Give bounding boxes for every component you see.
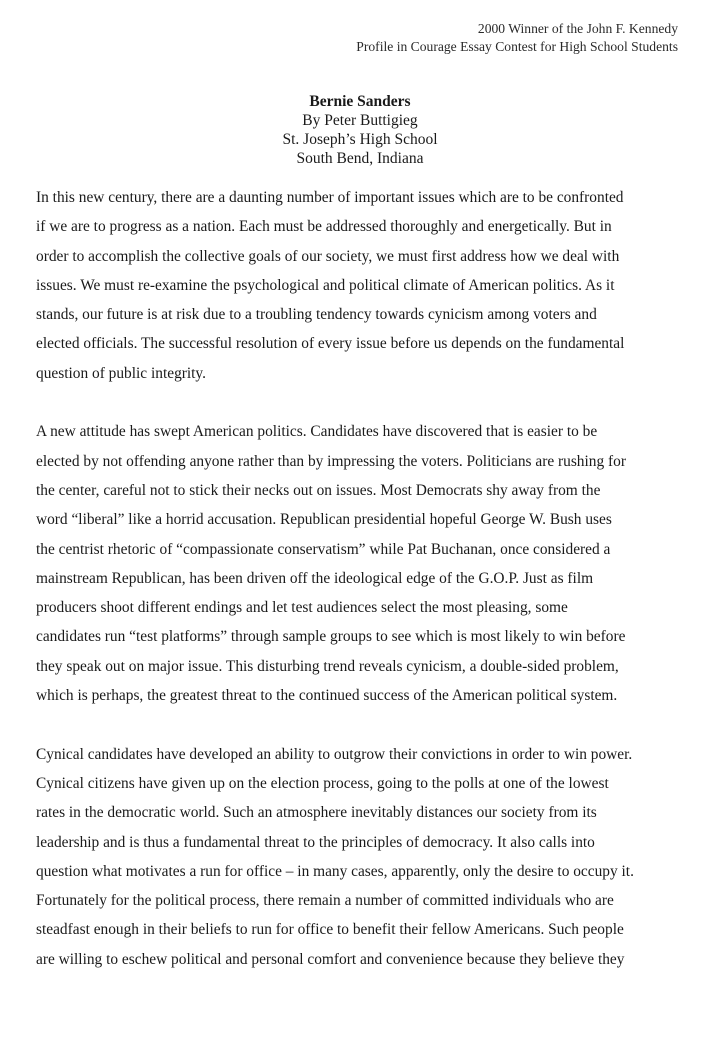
paragraph-line: which is perhaps, the greatest threat to the continued success of the American political system. (36, 687, 618, 705)
contest-header-note (356, 20, 678, 56)
paragraph-line: word “liberal” like a horrid accusation. Republican presidential hopeful George W. Bush uses (36, 511, 612, 529)
essay-paragraph (36, 183, 686, 388)
header-line-2: Profile in Courage Essay Contest for High School Students (356, 39, 678, 54)
paragraph-line: leadership and is thus a fundamental threat to the principles of democracy. It also calls into (36, 833, 595, 851)
paragraph-line: the center, careful not to stick their necks out on issues. Most Democrats shy away from the (36, 481, 601, 499)
essay-paragraph (36, 740, 686, 974)
paragraph-line: candidates run “test platforms” through sample groups to see which is most likely to win before (36, 628, 626, 646)
paragraph-line: are willing to eschew political and personal comfort and convenience because they believe they (36, 950, 625, 968)
paragraph-line: elected officials. The successful resolution of every issue before us depends on the fundamental (36, 335, 625, 353)
paragraph-line: producers shoot different endings and let test audiences select the most pleasing, some (36, 599, 568, 617)
paragraph-line: mainstream Republican, has been driven off the ideological edge of the G.O.P. Just as film (36, 569, 594, 587)
paragraph-line: Cynical citizens have given up on the election process, going to the polls at one of the lowest (36, 774, 609, 792)
paragraph-line: rates in the democratic world. Such an atmosphere inevitably distances our society from its (36, 804, 597, 822)
essay-school: St. Joseph’s High School (282, 131, 438, 148)
paragraph-line: Fortunately for the political process, there remain a number of committed individuals who are (36, 892, 614, 910)
essay-paragraph (36, 417, 686, 710)
paragraph-line: Cynical candidates have developed an ability to outgrow their convictions in order to win power. (36, 745, 633, 763)
essay-title-block (0, 92, 720, 168)
paragraph-line: elected by not offending anyone rather than by impressing the voters. Politicians are rushing for (36, 452, 626, 470)
paragraph-line: steadfast enough in their beliefs to run for office to benefit their fellow Americans. Such people (36, 921, 624, 939)
paragraph-line: they speak out on major issue. This disturbing trend reveals cynicism, a double-sided problem, (36, 657, 619, 675)
paragraph-line: In this new century, there are a daunting number of important issues which are to be confronted (36, 189, 624, 206)
paragraph-line: the centrist rhetoric of “compassionate conservatism” while Pat Buchanan, once considered a (36, 540, 611, 558)
paragraph-line: question what motivates a run for office – in many cases, apparently, only the desire to occupy it. (36, 862, 634, 880)
paragraph-line: if we are to progress as a nation. Each must be addressed thoroughly and energetically. But in (36, 218, 612, 236)
essay-body (36, 183, 686, 1003)
paragraph-line: stands, our future is at risk due to a troubling tendency towards cynicism among voters and (36, 306, 597, 324)
essay-location: South Bend, Indiana (296, 150, 424, 167)
essay-author: By Peter Buttigieg (302, 112, 418, 129)
paragraph-line: question of public integrity. (36, 364, 206, 382)
paragraph-line: order to accomplish the collective goals of our society, we must first address how we deal with (36, 247, 620, 265)
paragraph-line: issues. We must re-examine the psychological and political climate of American politics. As it (36, 276, 615, 294)
header-line-1: 2000 Winner of the John F. Kennedy (477, 21, 678, 36)
paragraph-line: A new attitude has swept American politics. Candidates have discovered that is easier to be (36, 423, 598, 441)
essay-title: Bernie Sanders (309, 93, 411, 110)
